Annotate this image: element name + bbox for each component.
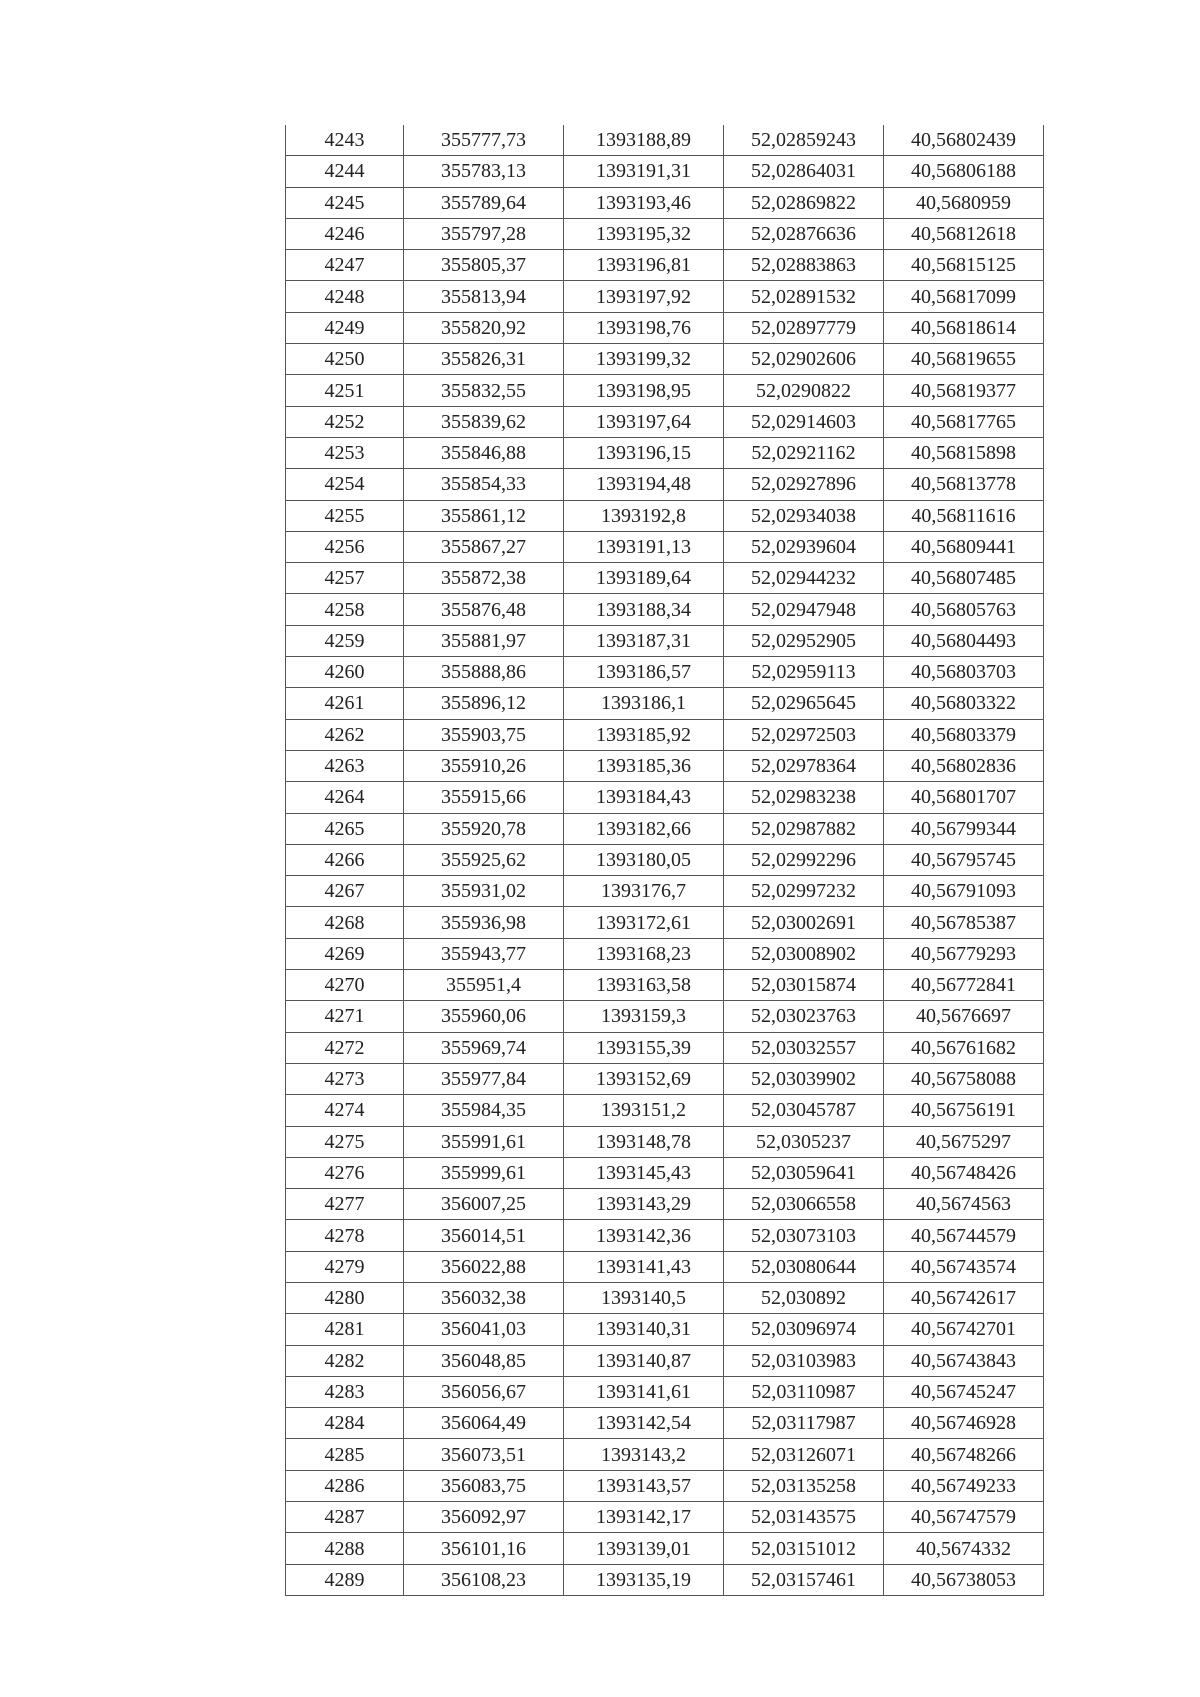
table-row xyxy=(286,250,1044,281)
longitude-cell: 40,5674332 xyxy=(884,1533,1044,1564)
x-coordinate-cell: 356022,88 xyxy=(404,1251,564,1282)
y-coordinate-cell: 1393199,32 xyxy=(564,344,724,375)
latitude-cell: 52,02921162 xyxy=(724,437,884,468)
longitude-cell: 40,56743843 xyxy=(884,1345,1044,1376)
latitude-cell: 52,03117987 xyxy=(724,1408,884,1439)
table-row xyxy=(286,1314,1044,1345)
point-number-cell: 4276 xyxy=(286,1157,404,1188)
longitude-cell: 40,56803379 xyxy=(884,719,1044,750)
x-coordinate-cell: 355960,06 xyxy=(404,1001,564,1032)
latitude-cell: 52,02939604 xyxy=(724,531,884,562)
latitude-cell: 52,02983238 xyxy=(724,782,884,813)
y-coordinate-cell: 1393172,61 xyxy=(564,907,724,938)
table-row xyxy=(286,187,1044,218)
longitude-cell: 40,56815125 xyxy=(884,250,1044,281)
latitude-cell: 52,03110987 xyxy=(724,1376,884,1407)
y-coordinate-cell: 1393180,05 xyxy=(564,844,724,875)
y-coordinate-cell: 1393139,01 xyxy=(564,1533,724,1564)
x-coordinate-cell: 355969,74 xyxy=(404,1032,564,1063)
longitude-cell: 40,56809441 xyxy=(884,531,1044,562)
table-row xyxy=(286,469,1044,500)
x-coordinate-cell: 355861,12 xyxy=(404,500,564,531)
x-coordinate-cell: 356064,49 xyxy=(404,1408,564,1439)
x-coordinate-cell: 355991,61 xyxy=(404,1126,564,1157)
y-coordinate-cell: 1393141,61 xyxy=(564,1376,724,1407)
point-number-cell: 4253 xyxy=(286,437,404,468)
table-row xyxy=(286,625,1044,656)
latitude-cell: 52,03143575 xyxy=(724,1502,884,1533)
latitude-cell: 52,03080644 xyxy=(724,1251,884,1282)
x-coordinate-cell: 355797,28 xyxy=(404,218,564,249)
point-number-cell: 4248 xyxy=(286,281,404,312)
y-coordinate-cell: 1393142,36 xyxy=(564,1220,724,1251)
y-coordinate-cell: 1393163,58 xyxy=(564,970,724,1001)
longitude-cell: 40,56819377 xyxy=(884,375,1044,406)
longitude-cell: 40,56803322 xyxy=(884,688,1044,719)
longitude-cell: 40,56761682 xyxy=(884,1032,1044,1063)
table-row xyxy=(286,1251,1044,1282)
point-number-cell: 4280 xyxy=(286,1282,404,1313)
point-number-cell: 4281 xyxy=(286,1314,404,1345)
point-number-cell: 4267 xyxy=(286,876,404,907)
x-coordinate-cell: 355876,48 xyxy=(404,594,564,625)
latitude-cell: 52,02869822 xyxy=(724,187,884,218)
y-coordinate-cell: 1393142,54 xyxy=(564,1408,724,1439)
y-coordinate-cell: 1393192,8 xyxy=(564,500,724,531)
y-coordinate-cell: 1393143,2 xyxy=(564,1439,724,1470)
longitude-cell: 40,56746928 xyxy=(884,1408,1044,1439)
longitude-cell: 40,56813778 xyxy=(884,469,1044,500)
y-coordinate-cell: 1393176,7 xyxy=(564,876,724,907)
x-coordinate-cell: 355925,62 xyxy=(404,844,564,875)
table-row xyxy=(286,218,1044,249)
x-coordinate-cell: 355805,37 xyxy=(404,250,564,281)
table-row xyxy=(286,437,1044,468)
y-coordinate-cell: 1393151,2 xyxy=(564,1095,724,1126)
point-number-cell: 4256 xyxy=(286,531,404,562)
point-number-cell: 4282 xyxy=(286,1345,404,1376)
x-coordinate-cell: 355896,12 xyxy=(404,688,564,719)
point-number-cell: 4252 xyxy=(286,406,404,437)
latitude-cell: 52,02944232 xyxy=(724,563,884,594)
y-coordinate-cell: 1393148,78 xyxy=(564,1126,724,1157)
latitude-cell: 52,02997232 xyxy=(724,876,884,907)
table-row xyxy=(286,1063,1044,1094)
y-coordinate-cell: 1393196,15 xyxy=(564,437,724,468)
table-row xyxy=(286,1189,1044,1220)
latitude-cell: 52,03015874 xyxy=(724,970,884,1001)
latitude-cell: 52,02902606 xyxy=(724,344,884,375)
table-row xyxy=(286,156,1044,187)
longitude-cell: 40,5674563 xyxy=(884,1189,1044,1220)
point-number-cell: 4250 xyxy=(286,344,404,375)
y-coordinate-cell: 1393185,36 xyxy=(564,750,724,781)
latitude-cell: 52,030892 xyxy=(724,1282,884,1313)
table-row xyxy=(286,312,1044,343)
y-coordinate-cell: 1393198,76 xyxy=(564,312,724,343)
y-coordinate-cell: 1393182,66 xyxy=(564,813,724,844)
latitude-cell: 52,02927896 xyxy=(724,469,884,500)
point-number-cell: 4243 xyxy=(286,125,404,156)
y-coordinate-cell: 1393186,57 xyxy=(564,657,724,688)
longitude-cell: 40,56772841 xyxy=(884,970,1044,1001)
table-row xyxy=(286,1502,1044,1533)
x-coordinate-cell: 356032,38 xyxy=(404,1282,564,1313)
longitude-cell: 40,56779293 xyxy=(884,938,1044,969)
point-number-cell: 4289 xyxy=(286,1564,404,1595)
point-number-cell: 4287 xyxy=(286,1502,404,1533)
y-coordinate-cell: 1393198,95 xyxy=(564,375,724,406)
x-coordinate-cell: 355920,78 xyxy=(404,813,564,844)
y-coordinate-cell: 1393191,13 xyxy=(564,531,724,562)
x-coordinate-cell: 356092,97 xyxy=(404,1502,564,1533)
y-coordinate-cell: 1393135,19 xyxy=(564,1564,724,1595)
longitude-cell: 40,56745247 xyxy=(884,1376,1044,1407)
coordinates-table xyxy=(285,125,1044,1596)
point-number-cell: 4255 xyxy=(286,500,404,531)
point-number-cell: 4258 xyxy=(286,594,404,625)
table-row xyxy=(286,907,1044,938)
table-row xyxy=(286,1376,1044,1407)
longitude-cell: 40,56818614 xyxy=(884,312,1044,343)
table-row xyxy=(286,688,1044,719)
x-coordinate-cell: 356056,67 xyxy=(404,1376,564,1407)
longitude-cell: 40,56815898 xyxy=(884,437,1044,468)
table-row xyxy=(286,750,1044,781)
y-coordinate-cell: 1393142,17 xyxy=(564,1502,724,1533)
latitude-cell: 52,03023763 xyxy=(724,1001,884,1032)
y-coordinate-cell: 1393159,3 xyxy=(564,1001,724,1032)
x-coordinate-cell: 355826,31 xyxy=(404,344,564,375)
y-coordinate-cell: 1393195,32 xyxy=(564,218,724,249)
point-number-cell: 4278 xyxy=(286,1220,404,1251)
point-number-cell: 4244 xyxy=(286,156,404,187)
x-coordinate-cell: 355813,94 xyxy=(404,281,564,312)
table-row xyxy=(286,531,1044,562)
latitude-cell: 52,02987882 xyxy=(724,813,884,844)
table-row xyxy=(286,1126,1044,1157)
latitude-cell: 52,02859243 xyxy=(724,125,884,156)
longitude-cell: 40,56795745 xyxy=(884,844,1044,875)
longitude-cell: 40,56748266 xyxy=(884,1439,1044,1470)
point-number-cell: 4247 xyxy=(286,250,404,281)
point-number-cell: 4284 xyxy=(286,1408,404,1439)
point-number-cell: 4277 xyxy=(286,1189,404,1220)
longitude-cell: 40,56791093 xyxy=(884,876,1044,907)
table-row xyxy=(286,375,1044,406)
x-coordinate-cell: 355881,97 xyxy=(404,625,564,656)
latitude-cell: 52,02978364 xyxy=(724,750,884,781)
latitude-cell: 52,02876636 xyxy=(724,218,884,249)
latitude-cell: 52,02914603 xyxy=(724,406,884,437)
longitude-cell: 40,56817765 xyxy=(884,406,1044,437)
longitude-cell: 40,56785387 xyxy=(884,907,1044,938)
latitude-cell: 52,02965645 xyxy=(724,688,884,719)
y-coordinate-cell: 1393194,48 xyxy=(564,469,724,500)
longitude-cell: 40,56744579 xyxy=(884,1220,1044,1251)
point-number-cell: 4265 xyxy=(286,813,404,844)
longitude-cell: 40,56756191 xyxy=(884,1095,1044,1126)
latitude-cell: 52,03059641 xyxy=(724,1157,884,1188)
x-coordinate-cell: 356101,16 xyxy=(404,1533,564,1564)
point-number-cell: 4259 xyxy=(286,625,404,656)
longitude-cell: 40,56743574 xyxy=(884,1251,1044,1282)
latitude-cell: 52,02972503 xyxy=(724,719,884,750)
y-coordinate-cell: 1393197,64 xyxy=(564,406,724,437)
longitude-cell: 40,56812618 xyxy=(884,218,1044,249)
x-coordinate-cell: 355832,55 xyxy=(404,375,564,406)
longitude-cell: 40,56748426 xyxy=(884,1157,1044,1188)
latitude-cell: 52,02897779 xyxy=(724,312,884,343)
x-coordinate-cell: 355820,92 xyxy=(404,312,564,343)
point-number-cell: 4251 xyxy=(286,375,404,406)
x-coordinate-cell: 355910,26 xyxy=(404,750,564,781)
latitude-cell: 52,02864031 xyxy=(724,156,884,187)
x-coordinate-cell: 356048,85 xyxy=(404,1345,564,1376)
longitude-cell: 40,56811616 xyxy=(884,500,1044,531)
point-number-cell: 4273 xyxy=(286,1063,404,1094)
table-row xyxy=(286,1220,1044,1251)
latitude-cell: 52,03103983 xyxy=(724,1345,884,1376)
table-row xyxy=(286,594,1044,625)
longitude-cell: 40,56749233 xyxy=(884,1470,1044,1501)
point-number-cell: 4271 xyxy=(286,1001,404,1032)
table-row xyxy=(286,1032,1044,1063)
latitude-cell: 52,03002691 xyxy=(724,907,884,938)
longitude-cell: 40,56807485 xyxy=(884,563,1044,594)
point-number-cell: 4266 xyxy=(286,844,404,875)
longitude-cell: 40,56747579 xyxy=(884,1502,1044,1533)
x-coordinate-cell: 355936,98 xyxy=(404,907,564,938)
x-coordinate-cell: 355977,84 xyxy=(404,1063,564,1094)
point-number-cell: 4268 xyxy=(286,907,404,938)
point-number-cell: 4274 xyxy=(286,1095,404,1126)
y-coordinate-cell: 1393143,29 xyxy=(564,1189,724,1220)
y-coordinate-cell: 1393197,92 xyxy=(564,281,724,312)
latitude-cell: 52,03066558 xyxy=(724,1189,884,1220)
latitude-cell: 52,02992296 xyxy=(724,844,884,875)
latitude-cell: 52,03045787 xyxy=(724,1095,884,1126)
y-coordinate-cell: 1393193,46 xyxy=(564,187,724,218)
longitude-cell: 40,56801707 xyxy=(884,782,1044,813)
point-number-cell: 4262 xyxy=(286,719,404,750)
x-coordinate-cell: 355943,77 xyxy=(404,938,564,969)
table-row xyxy=(286,970,1044,1001)
latitude-cell: 52,03151012 xyxy=(724,1533,884,1564)
y-coordinate-cell: 1393189,64 xyxy=(564,563,724,594)
latitude-cell: 52,03032557 xyxy=(724,1032,884,1063)
table-row xyxy=(286,563,1044,594)
table-row xyxy=(286,406,1044,437)
longitude-cell: 40,56742701 xyxy=(884,1314,1044,1345)
y-coordinate-cell: 1393141,43 xyxy=(564,1251,724,1282)
x-coordinate-cell: 355915,66 xyxy=(404,782,564,813)
point-number-cell: 4288 xyxy=(286,1533,404,1564)
x-coordinate-cell: 355846,88 xyxy=(404,437,564,468)
latitude-cell: 52,03073103 xyxy=(724,1220,884,1251)
latitude-cell: 52,02947948 xyxy=(724,594,884,625)
y-coordinate-cell: 1393140,31 xyxy=(564,1314,724,1345)
point-number-cell: 4246 xyxy=(286,218,404,249)
table-row xyxy=(286,125,1044,156)
longitude-cell: 40,56738053 xyxy=(884,1564,1044,1595)
y-coordinate-cell: 1393155,39 xyxy=(564,1032,724,1063)
point-number-cell: 4270 xyxy=(286,970,404,1001)
x-coordinate-cell: 355783,13 xyxy=(404,156,564,187)
x-coordinate-cell: 356073,51 xyxy=(404,1439,564,1470)
x-coordinate-cell: 356083,75 xyxy=(404,1470,564,1501)
table-row xyxy=(286,1408,1044,1439)
latitude-cell: 52,03096974 xyxy=(724,1314,884,1345)
point-number-cell: 4254 xyxy=(286,469,404,500)
y-coordinate-cell: 1393188,89 xyxy=(564,125,724,156)
point-number-cell: 4264 xyxy=(286,782,404,813)
table-row xyxy=(286,813,1044,844)
x-coordinate-cell: 355854,33 xyxy=(404,469,564,500)
y-coordinate-cell: 1393187,31 xyxy=(564,625,724,656)
longitude-cell: 40,56804493 xyxy=(884,625,1044,656)
table-row xyxy=(286,782,1044,813)
longitude-cell: 40,56805763 xyxy=(884,594,1044,625)
longitude-cell: 40,56819655 xyxy=(884,344,1044,375)
latitude-cell: 52,02891532 xyxy=(724,281,884,312)
y-coordinate-cell: 1393188,34 xyxy=(564,594,724,625)
y-coordinate-cell: 1393191,31 xyxy=(564,156,724,187)
table-row xyxy=(286,1095,1044,1126)
point-number-cell: 4257 xyxy=(286,563,404,594)
x-coordinate-cell: 355999,61 xyxy=(404,1157,564,1188)
longitude-cell: 40,56742617 xyxy=(884,1282,1044,1313)
x-coordinate-cell: 356108,23 xyxy=(404,1564,564,1595)
longitude-cell: 40,56802836 xyxy=(884,750,1044,781)
longitude-cell: 40,56803703 xyxy=(884,657,1044,688)
table-row xyxy=(286,938,1044,969)
latitude-cell: 52,03039902 xyxy=(724,1063,884,1094)
latitude-cell: 52,03008902 xyxy=(724,938,884,969)
x-coordinate-cell: 356041,03 xyxy=(404,1314,564,1345)
table-row xyxy=(286,844,1044,875)
table-row xyxy=(286,876,1044,907)
latitude-cell: 52,03157461 xyxy=(724,1564,884,1595)
point-number-cell: 4279 xyxy=(286,1251,404,1282)
longitude-cell: 40,56799344 xyxy=(884,813,1044,844)
longitude-cell: 40,5680959 xyxy=(884,187,1044,218)
point-number-cell: 4285 xyxy=(286,1439,404,1470)
table-row xyxy=(286,500,1044,531)
latitude-cell: 52,0305237 xyxy=(724,1126,884,1157)
x-coordinate-cell: 355984,35 xyxy=(404,1095,564,1126)
x-coordinate-cell: 356007,25 xyxy=(404,1189,564,1220)
x-coordinate-cell: 356014,51 xyxy=(404,1220,564,1251)
point-number-cell: 4249 xyxy=(286,312,404,343)
table-row xyxy=(286,1533,1044,1564)
x-coordinate-cell: 355951,4 xyxy=(404,970,564,1001)
point-number-cell: 4286 xyxy=(286,1470,404,1501)
x-coordinate-cell: 355931,02 xyxy=(404,876,564,907)
y-coordinate-cell: 1393186,1 xyxy=(564,688,724,719)
point-number-cell: 4275 xyxy=(286,1126,404,1157)
latitude-cell: 52,03126071 xyxy=(724,1439,884,1470)
x-coordinate-cell: 355888,86 xyxy=(404,657,564,688)
x-coordinate-cell: 355867,27 xyxy=(404,531,564,562)
table-row xyxy=(286,1564,1044,1595)
latitude-cell: 52,02959113 xyxy=(724,657,884,688)
longitude-cell: 40,56806188 xyxy=(884,156,1044,187)
table-row xyxy=(286,1345,1044,1376)
y-coordinate-cell: 1393184,43 xyxy=(564,782,724,813)
y-coordinate-cell: 1393152,69 xyxy=(564,1063,724,1094)
table-row xyxy=(286,344,1044,375)
table-row xyxy=(286,1439,1044,1470)
point-number-cell: 4260 xyxy=(286,657,404,688)
table-row xyxy=(286,1470,1044,1501)
longitude-cell: 40,5676697 xyxy=(884,1001,1044,1032)
x-coordinate-cell: 355777,73 xyxy=(404,125,564,156)
table-row xyxy=(286,1157,1044,1188)
y-coordinate-cell: 1393196,81 xyxy=(564,250,724,281)
x-coordinate-cell: 355789,64 xyxy=(404,187,564,218)
latitude-cell: 52,03135258 xyxy=(724,1470,884,1501)
table-row xyxy=(286,719,1044,750)
y-coordinate-cell: 1393140,5 xyxy=(564,1282,724,1313)
x-coordinate-cell: 355872,38 xyxy=(404,563,564,594)
point-number-cell: 4283 xyxy=(286,1376,404,1407)
latitude-cell: 52,02934038 xyxy=(724,500,884,531)
x-coordinate-cell: 355839,62 xyxy=(404,406,564,437)
point-number-cell: 4269 xyxy=(286,938,404,969)
longitude-cell: 40,56802439 xyxy=(884,125,1044,156)
point-number-cell: 4245 xyxy=(286,187,404,218)
y-coordinate-cell: 1393140,87 xyxy=(564,1345,724,1376)
point-number-cell: 4263 xyxy=(286,750,404,781)
latitude-cell: 52,0290822 xyxy=(724,375,884,406)
table-row xyxy=(286,1282,1044,1313)
table-row xyxy=(286,657,1044,688)
y-coordinate-cell: 1393185,92 xyxy=(564,719,724,750)
coordinates-table-body xyxy=(286,125,1044,1595)
point-number-cell: 4272 xyxy=(286,1032,404,1063)
x-coordinate-cell: 355903,75 xyxy=(404,719,564,750)
table-row xyxy=(286,1001,1044,1032)
latitude-cell: 52,02952905 xyxy=(724,625,884,656)
table-row xyxy=(286,281,1044,312)
point-number-cell: 4261 xyxy=(286,688,404,719)
longitude-cell: 40,56758088 xyxy=(884,1063,1044,1094)
y-coordinate-cell: 1393168,23 xyxy=(564,938,724,969)
longitude-cell: 40,5675297 xyxy=(884,1126,1044,1157)
longitude-cell: 40,56817099 xyxy=(884,281,1044,312)
latitude-cell: 52,02883863 xyxy=(724,250,884,281)
y-coordinate-cell: 1393145,43 xyxy=(564,1157,724,1188)
y-coordinate-cell: 1393143,57 xyxy=(564,1470,724,1501)
